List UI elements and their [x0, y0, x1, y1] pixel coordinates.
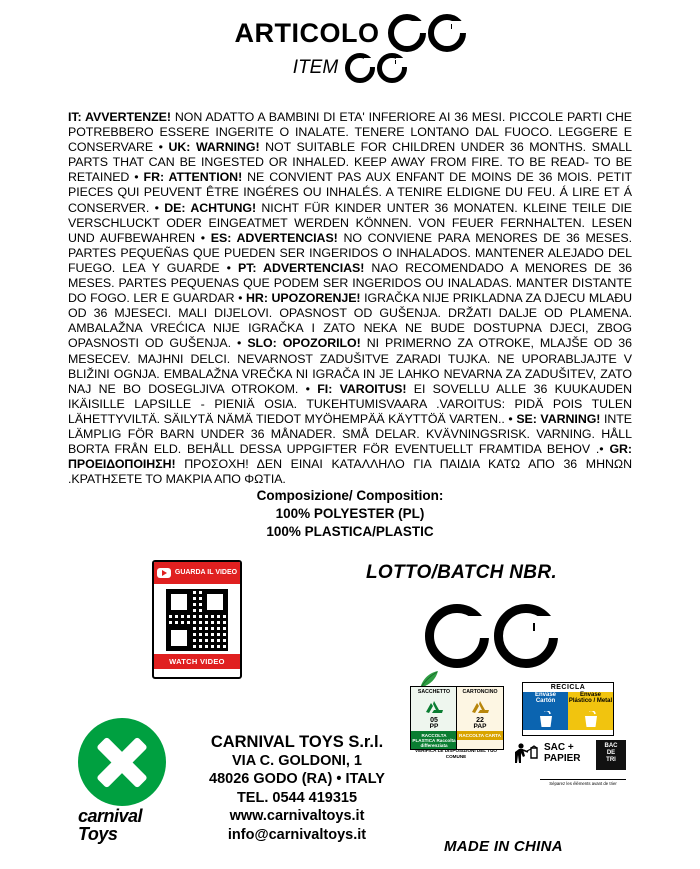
recicla-plastic-line1: Envase — [579, 692, 601, 698]
recycling-bag-footer: RACCOLTA PLASTICA Raccolta differenziata — [411, 731, 457, 751]
bac-line2: DE — [606, 750, 616, 756]
bac-line3: TRI — [606, 757, 616, 763]
recicla-cells — [523, 692, 613, 730]
qr-code-icon[interactable] — [166, 589, 228, 651]
recicla-title: RECICLA — [550, 684, 586, 691]
watch-video-badge[interactable] — [152, 560, 242, 679]
sac-papier-line1: SAC + — [544, 742, 574, 753]
page-subtitle: ITEM — [292, 57, 339, 78]
recycling-bin-icon — [537, 711, 555, 728]
recycling-symbols — [404, 670, 644, 795]
youtube-play-icon — [157, 568, 171, 578]
composition-material-1: 100% POLYESTER (PL) — [275, 506, 425, 521]
batch-number-label: LOTTO/BATCH NBR. — [366, 562, 557, 583]
logo-wordmark-1: carnival — [78, 806, 143, 826]
recycling-bag-material: PP — [429, 723, 439, 730]
ce-mark-large — [425, 604, 558, 673]
composition-block — [0, 487, 700, 541]
clover-logo-icon — [78, 718, 166, 806]
video-badge-bottom-label: WATCH VIDEO — [154, 654, 240, 669]
logo-x-shape — [95, 735, 149, 789]
bac-line1: BAC — [604, 743, 618, 749]
ce-icon — [388, 14, 466, 52]
sac-papier-line2: PAPIER — [544, 753, 581, 764]
composition-heading: Composizione/ Composition: — [256, 488, 444, 503]
recicla-carton-line1: Envase — [534, 692, 556, 698]
company-email[interactable]: info@carnivaltoys.it — [227, 826, 367, 843]
item-title-row — [0, 53, 700, 83]
recycling-card-title: CARTONCINO — [462, 689, 498, 695]
recycling-card-label — [456, 686, 504, 750]
recycling-triangle-icon — [422, 698, 446, 718]
tidyman-icon — [510, 742, 540, 772]
recycling-bag-title: SACCHETTO — [417, 689, 451, 695]
recycling-triangle-icon — [468, 698, 492, 718]
recycling-card-code: 22 — [476, 716, 484, 724]
recycling-bag-code: 05 — [430, 716, 438, 724]
composition-material-2: 100% PLASTICA/PLASTIC — [266, 524, 434, 539]
recicla-carton-line2: Cartón — [535, 698, 556, 704]
warnings-text: IT: AVVERTENZE! NON ADATTO A BAMBINI DI ETA' INFERIORE AI 36 MESI. PICCOLE PARTI CHE POTREBBERO ESSERE INGERITE O INALATE. TENERE LONTANO DAL FUOCO. LEGGERE E CONSERVARE • UK: WARNING! NOT SUITABLE FOR CHILDREN UNDER 36 MONTHS. SMALL PARTS THAT CAN BE INGESTED OR INHALED. KEEP AWAY FROM FIRE. TO BE READ- TO BE RETAINED • FR: ATTENTION! NE CONVIENT PAS AUX ENFANT DE MOINS DE 36 MOIS. PETIT PIECES QUI PEUVENT ÊTRE INGÉRES OU INHALÉS. A TENIRE ELDIGNE DU FEU. Á LIRE ET Á CONSERVER. • DE: ACHTUNG! NICHT FÜR KINDER UNTER 36 MONATEN. KLEINE TEILE DIE VERSCHLUCKT ODER EINGEATMET WERDEN KÖNNEN. VON FEUER FERNHALTEN. LESEN UND AUFBEWAHREN • ES: ADVERTENCIAS! NO CONVIENE PARA MENORES DE 36 MESES. PARTES PEQUEÑAS QUE PUEDEN SER INGERIDOS O INHALADOS. MANTENER ALEJADO DEL FUEGO. LEA Y GUARDE • PT: ADVERTENCIAS! NAO RECOMENDADO A MENORES DE 36 MESES. PARTES PEQUENAS QUE PODEM SER INGERIDOS OU INALADAS. MANTER DISTANTE DO FOGO. LER E GUARDAR • HR: UPOZORENJE! IGRAČKA NIJE PRIKLADNA ZA DJECU MLAĐU OD 36 MJESECI. MALI DIJELOVI. OPASNOST OD GUŠENJA. DRŽATI DALJE OD PLAMENA. AMBALAŽNA VREĆICA NIJE IGRAČKA I ZATO NEKA NE BUDE DOSTUPNA DJECI, ZBOG OPASNOSTI OD GUŠENJA. • SLO: OPOZORILO! NI PRIMERNO ZA OTROKE, MLAJŠE OD 36 MESECEV. MAJHNI DELCI. NEVARNOST ZADUŠITVE ZARADI TUJKA. NE UPORABLJAJTE V BLIŽINI OGNJA. EMBALAŽNA VREČKA NI IGRAČA IN JE LAHKO NEVARNA ZA ZADUŠITEV, ZATO NAJ NE BO DOSEGLJIVA OTROKOM. • FI: VAROITUS! EI SOVELLU ALLE 36 KUUKAUDEN IKÄISILLE LAPSILLE - PIENIÄ OSIA. TUKEHTUMISVAARA .VAROITUS: PIDÄ POIS TULEN LÄHETTYVILTÄ. SÄILYTÄ NÄMÄ TIEDOT MYÖHEMPÄÄ KÄYTTÖÄ VARTEN.. • SE: VARNING! INTE LÄMPLIG FÖR BARN UNDER 36 MÅNADER. SMÅ DELAR. KVÄVNINGSRISK. VARNING. HÅLL BORTA FRÅN ELD. BEHÅLL DESSA UPPGIFTER FÖR EVENTUELLT FRAMTIDA BEHOV .• GR: ΠΡΟΕΙΔΟΠΟΙΗΣΗ! ΠΡΟΣΟΧΗ! ΔΕΝ ΕΙΝΑΙ ΚΑΤΑΛΛΗΛΟ ΓΙΑ ΠΑΙΔΙΑ ΚΑΤΩ ΑΠΟ 36 ΜΗΝΩΝ .ΚΡΑΤΗΣΕΤΕ ΤΟ ΜΑΚΡΙΑ ΑΠΟ ΦΩΤΙΑ. — [68, 110, 633, 487]
company-telephone: TEL. 0544 419315 — [236, 789, 358, 806]
bac-de-tri-icon — [596, 740, 626, 770]
sac-papier-text — [544, 742, 581, 764]
recycling-card-material: PAP — [473, 723, 487, 730]
carnival-toys-logo — [78, 718, 170, 843]
sac-papier-badge — [510, 740, 626, 786]
company-name: CARNIVAL TOYS S.r.l. — [210, 733, 384, 751]
ce-icon — [425, 604, 558, 668]
ce-icon — [345, 53, 407, 83]
article-title-row — [0, 14, 700, 52]
recicla-plastic-line2: Plástico / Metal — [568, 698, 613, 704]
made-in-label: MADE IN CHINA — [444, 838, 563, 855]
video-badge-header — [154, 562, 240, 584]
company-website[interactable]: www.carnivaltoys.it — [229, 808, 365, 824]
company-address: VIA C. GOLDONI, 1 — [232, 752, 362, 769]
recycling-bag-label — [410, 686, 458, 750]
recicla-badge — [522, 682, 614, 736]
page-title: ARTICOLO — [234, 17, 380, 48]
company-details — [182, 733, 412, 844]
company-city: 48026 GODO (RA) • ITALY — [209, 771, 385, 787]
recycling-bin-icon — [582, 711, 600, 728]
logo-wordmark-2: Toys — [78, 824, 118, 844]
header — [0, 0, 700, 83]
recicla-carton-cell — [523, 692, 568, 730]
recycling-card-footer: RACCOLTA CARTA — [457, 731, 503, 740]
video-badge-top-label: GUARDA IL VIDEO — [174, 569, 238, 576]
recycling-verify-note: VERIFICA LE DISPOSIZIONI DEL TUO COMUNE — [415, 748, 497, 759]
sac-papier-footer: Séparez les éléments avant de trier — [540, 779, 626, 786]
recicla-plastic-cell — [568, 692, 613, 730]
